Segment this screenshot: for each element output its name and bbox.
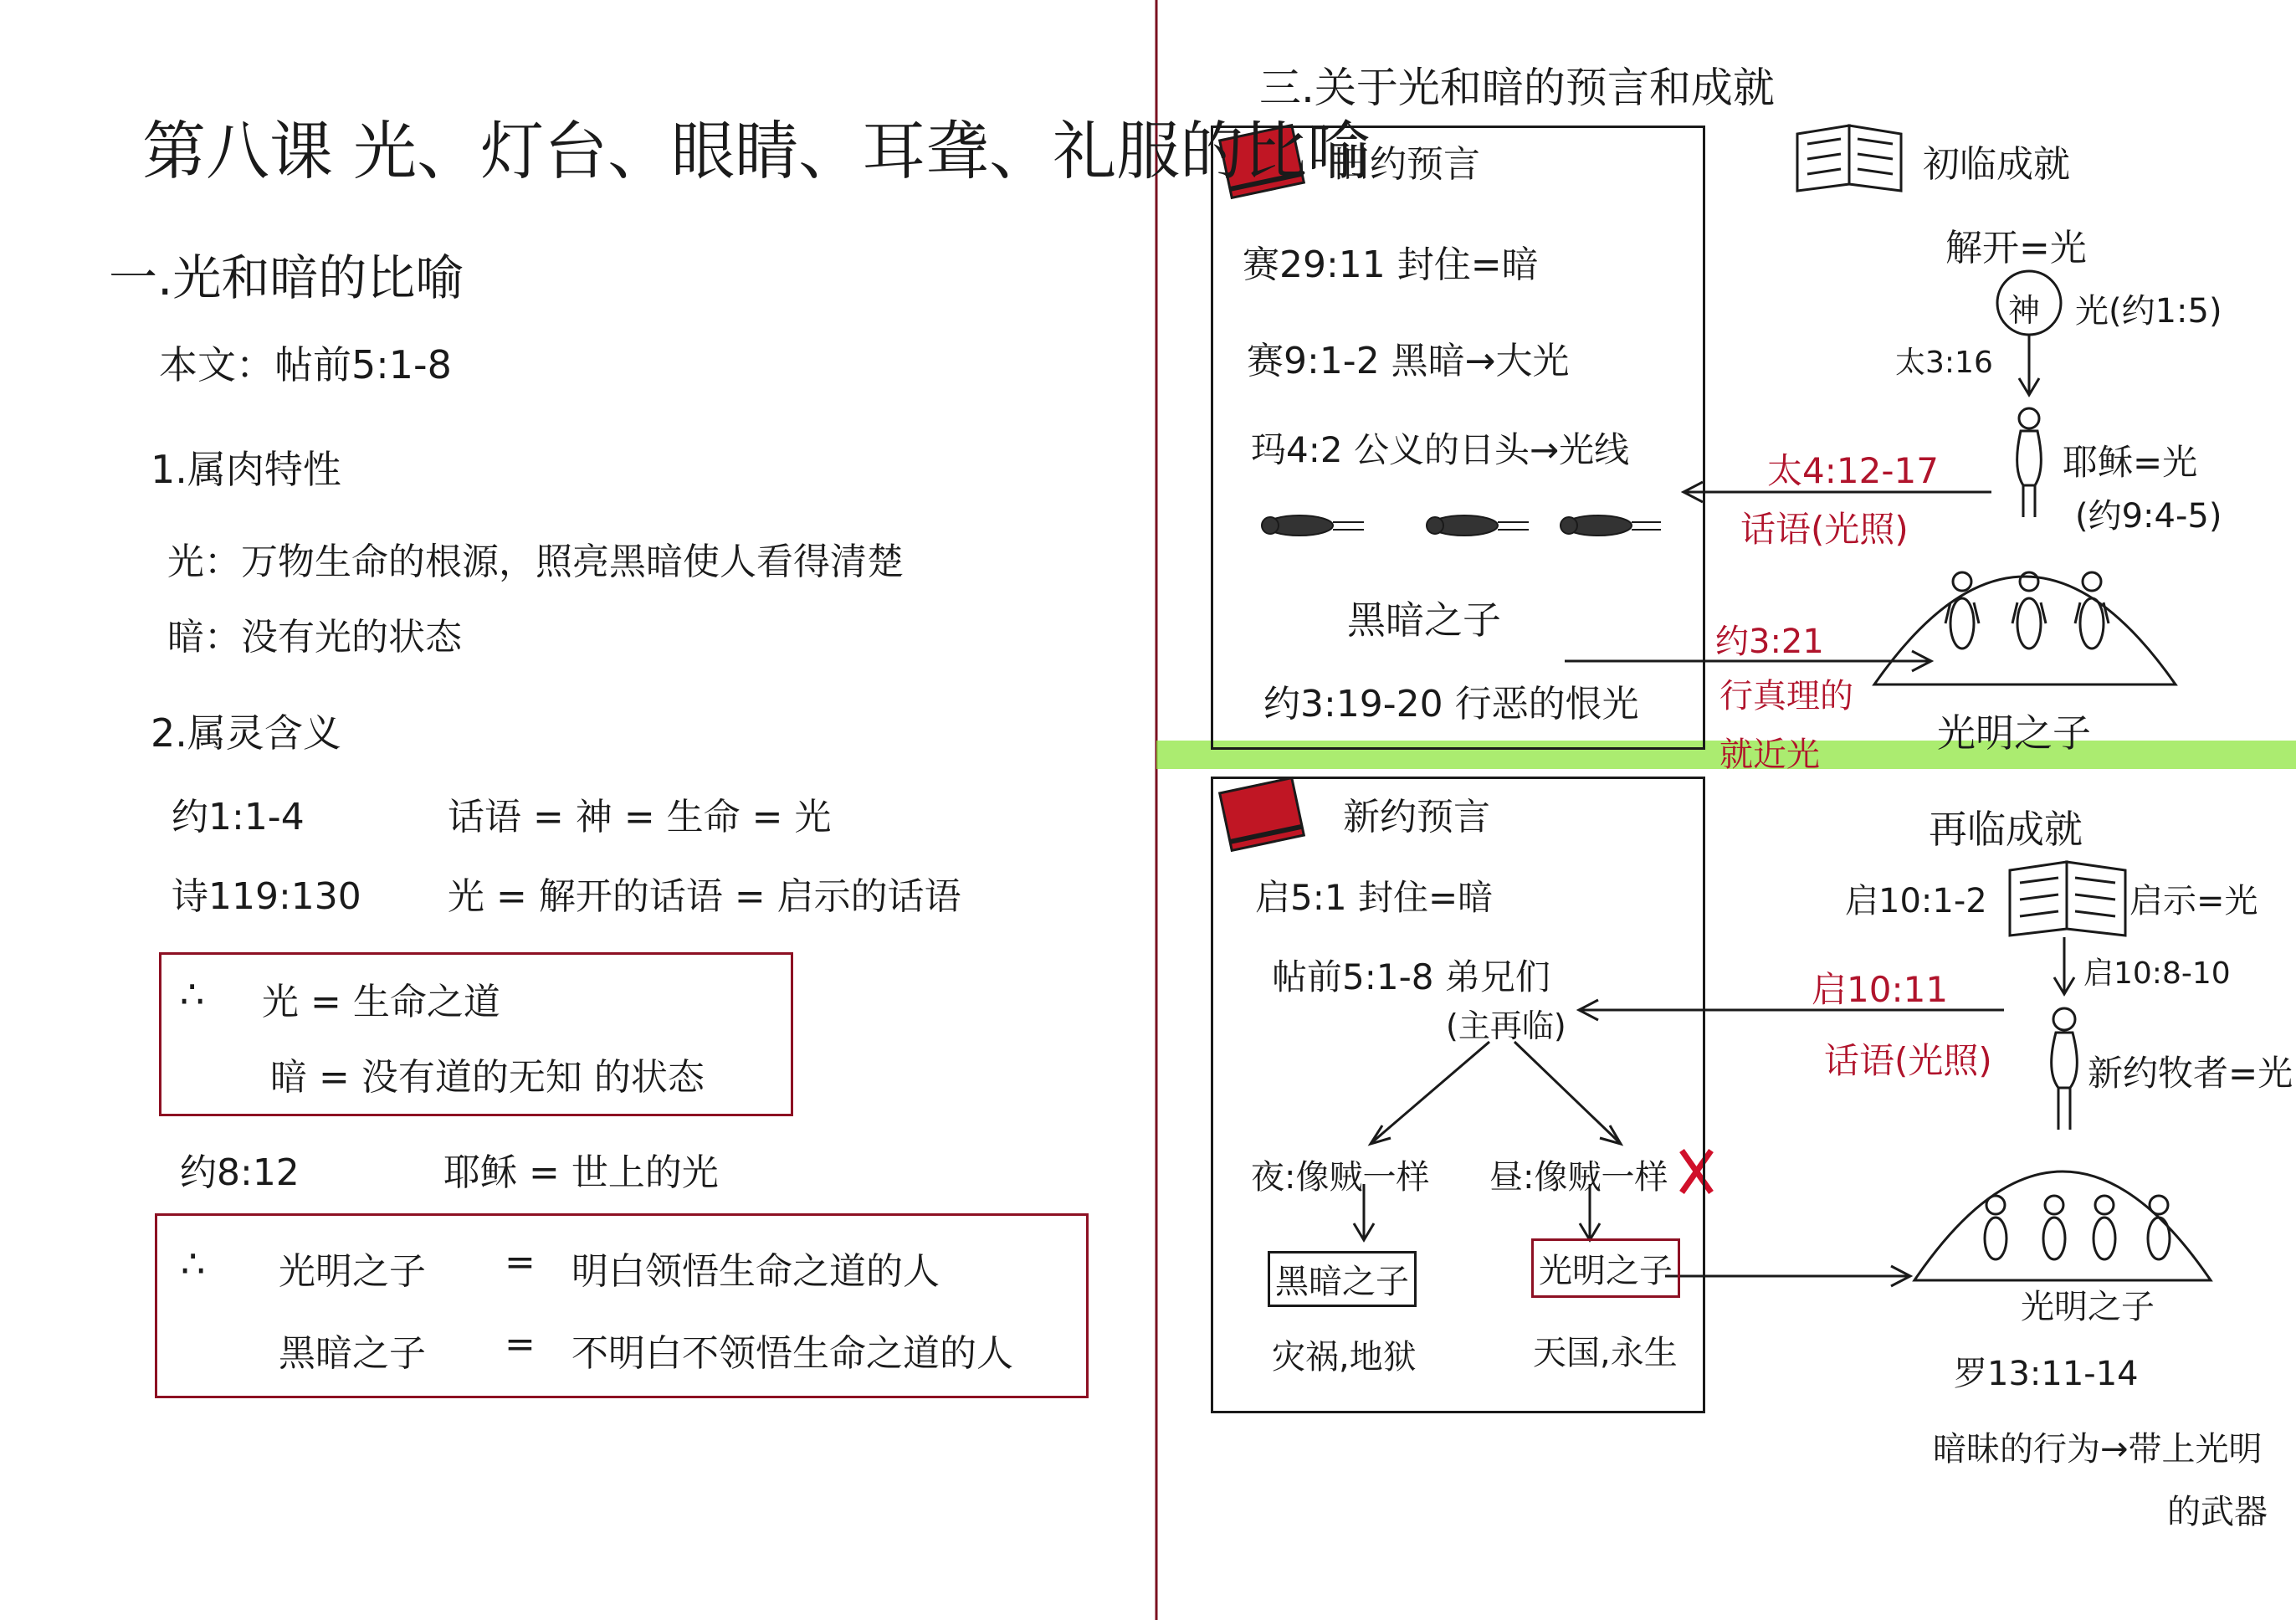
verse-ref-john-8: 约8:12 — [180, 1151, 300, 1194]
children-of-light-def: 明白领悟生命之道的人 — [571, 1250, 940, 1293]
matthew-4-ref: 太4:12-17 — [1767, 450, 1939, 491]
romans-line-1: 暗昧的行为→带上光明 — [1933, 1430, 2263, 1469]
equals-sign-2: = — [505, 1323, 536, 1366]
children-of-dark-term: 黑暗之子 — [279, 1332, 426, 1375]
nt-line-1: 启5:1 封住=暗 — [1255, 877, 1494, 918]
nt-prophecy-label: 新约预言 — [1343, 796, 1490, 838]
revelation-light: 启示=光 — [2129, 882, 2258, 920]
unsealed-light: 解开=光 — [1945, 227, 2087, 269]
revelation-10-8-10: 启10:8-10 — [2083, 956, 2231, 991]
second-coming-label: 再临成就 — [1929, 807, 2083, 852]
john-9-ref: (约9:4-5) — [2075, 497, 2222, 536]
point-1-heading: 1.属肉特性 — [151, 447, 341, 492]
jesus-figure — [2017, 408, 2042, 517]
equals-sign-1: = — [505, 1241, 536, 1284]
therefore-symbol-2: ∴ — [181, 1241, 206, 1286]
god-label: 神 — [2008, 292, 2041, 329]
conclusion-box-1 — [159, 952, 793, 1116]
point-1-light: 光：万物生命的根源，照亮黑暗使人看得清楚 — [167, 541, 904, 583]
revelation-10-1-2: 启10:1-2 — [1845, 882, 1987, 920]
john-3-21-line-1: 行真理的 — [1719, 677, 1853, 715]
open-book-second — [2010, 862, 2125, 936]
nt-pastor-light: 新约牧者=光 — [2088, 1053, 2293, 1094]
second-light-children: 光明之子 — [2021, 1288, 2155, 1326]
nt-line-3: (主再临) — [1446, 1007, 1566, 1044]
verse-text-john-1: 话语 = 神 = 生命 = 光 — [448, 796, 832, 838]
section-1-heading: 一.光和暗的比喻 — [109, 249, 464, 306]
heaven-eternal-life: 天国,永生 — [1533, 1334, 1678, 1372]
verse-text-john-8: 耶稣 = 世上的光 — [443, 1151, 719, 1194]
day-thief: 昼:像贼一样 — [1489, 1158, 1668, 1197]
conclusion-box-2 — [155, 1213, 1089, 1398]
word-illumination-2: 话语(光照) — [1824, 1040, 1992, 1081]
first-light-children: 光明之子 — [1937, 710, 2091, 756]
jesus-light: 耶稣=光 — [2063, 442, 2198, 483]
open-book-first — [1797, 126, 1901, 191]
children-of-light-term: 光明之子 — [279, 1250, 426, 1293]
dome-people-upper — [1945, 572, 2109, 649]
john-3-21-line-2: 就近光 — [1719, 736, 1820, 774]
ot-line-2: 赛9:1-2 黑暗→大光 — [1247, 340, 1570, 382]
john-3-21-ref: 约3:21 — [1715, 623, 1824, 661]
ot-line-1: 赛29:11 封住=暗 — [1243, 244, 1539, 286]
pastor-figure — [2052, 1008, 2078, 1130]
nt-line-2: 帖前5:1-8 弟兄们 — [1272, 956, 1550, 997]
word-illumination-1: 话语(光照) — [1740, 509, 1909, 550]
ot-last-line: 约3:19-20 行恶的恨光 — [1263, 683, 1639, 725]
light-child-box: 光明之子 — [1531, 1238, 1680, 1298]
dome-people-lower — [1985, 1196, 2170, 1259]
light-john-1-5: 光(约1:5) — [2075, 292, 2222, 331]
point-2-heading: 2.属灵含义 — [151, 710, 341, 756]
ot-prophecy-label: 旧约预言 — [1333, 143, 1480, 186]
point-1-dark: 暗：没有光的状态 — [167, 616, 462, 659]
verse-text-psalm: 光 = 解开的话语 = 启示的话语 — [448, 875, 961, 918]
dark-child-box: 黑暗之子 — [1268, 1251, 1417, 1307]
section-3-heading: 三.关于光和暗的预言和成就 — [1259, 64, 1775, 112]
ot-line-3: 玛4:2 公义的日头→光线 — [1251, 429, 1630, 470]
verse-ref-john-1: 约1:1-4 — [172, 796, 305, 838]
first-coming-label: 初临成就 — [1923, 143, 2070, 186]
verse-ref-psalm: 诗119:130 — [172, 875, 361, 918]
ot-dark-children: 黑暗之子 — [1347, 597, 1501, 643]
romans-13-ref: 罗13:11-14 — [1954, 1355, 2139, 1393]
box1-dark-line: 暗 = 没有道的无知 的状态 — [270, 1056, 705, 1099]
page-title: 第八课 光、灯台、眼睛、耳聋、礼服的比喻 — [142, 114, 1371, 188]
matthew-3-16: 太3:16 — [1895, 346, 1993, 380]
box1-light-line: 光 = 生命之道 — [262, 981, 500, 1023]
disaster-hell: 灾祸,地狱 — [1272, 1338, 1417, 1376]
revelation-10-11: 启10:11 — [1812, 969, 1949, 1010]
therefore-symbol: ∴ — [180, 971, 205, 1017]
children-of-dark-def: 不明白不领悟生命之道的人 — [571, 1332, 1013, 1375]
romans-line-2: 的武器 — [2167, 1493, 2268, 1531]
text-reference: 本文：帖前5:1-8 — [159, 342, 452, 387]
night-thief: 夜:像贼一样 — [1251, 1158, 1430, 1197]
